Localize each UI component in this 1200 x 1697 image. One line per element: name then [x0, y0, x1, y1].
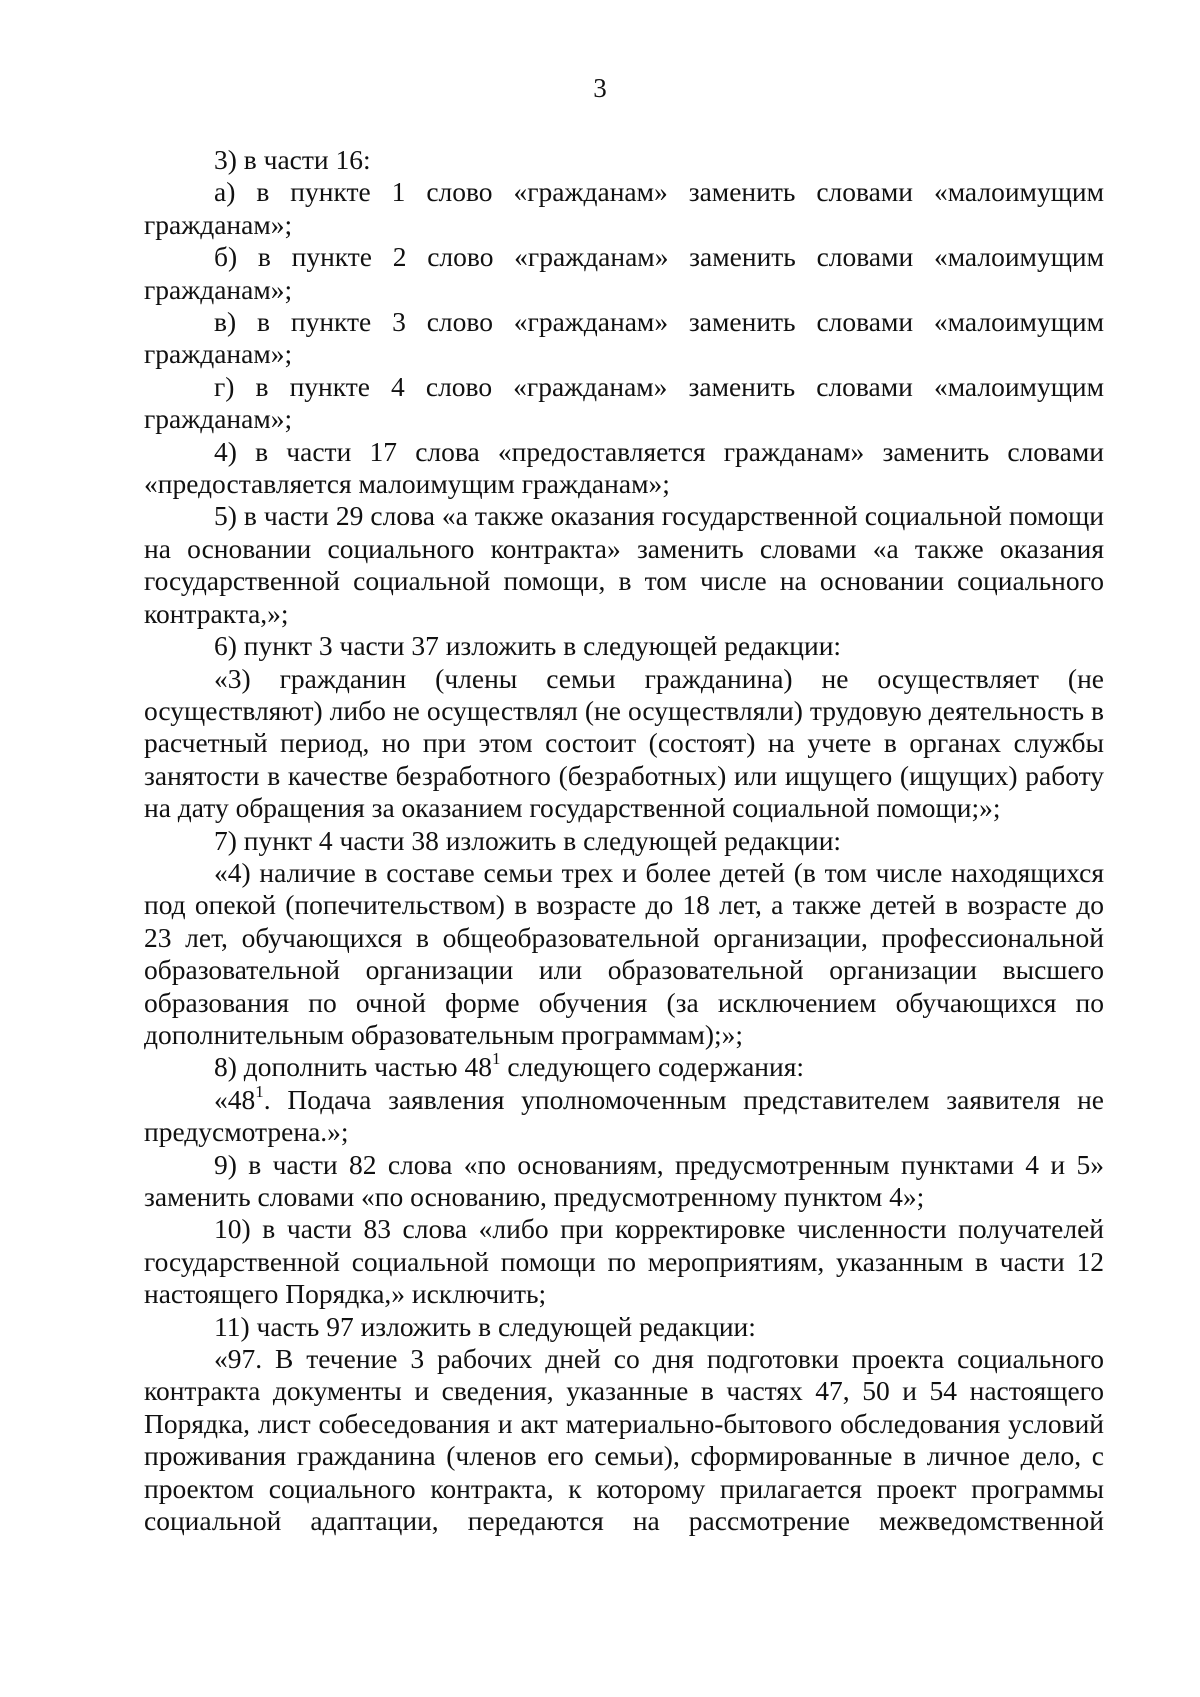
paragraph-7-quote [144, 857, 1104, 1051]
paragraph-8-quote [144, 1081, 1104, 1149]
paragraph-9 [144, 1149, 1104, 1214]
paragraph-text: «48 [214, 1083, 256, 1115]
paragraph-6-quote [144, 663, 1104, 825]
paragraph-8 [144, 1051, 1104, 1083]
page-number: 3 [593, 73, 607, 103]
paragraph-text: в) в пункте 3 слово «гражданам» заменить словами «малоимущим гражданам»; [144, 306, 1104, 370]
paragraph-3v [144, 306, 1104, 371]
superscript: 1 [255, 1081, 264, 1101]
paragraph-text: 10) в части 83 слова «либо при корректировке численности получателей государственной социальной помощи по мероприятиям, указанным в части 12 настоящего Порядка,» исключить; [144, 1213, 1104, 1310]
paragraph-text: 3) в части 16: [214, 144, 371, 175]
paragraph-5 [144, 500, 1104, 630]
paragraph-text: 6) пункт 3 части 37 изложить в следующей редакции: [214, 630, 842, 662]
paragraph-text: б) в пункте 2 слово «гражданам» заменить словами «малоимущим гражданам»; [144, 241, 1104, 305]
paragraph-text: 7) пункт 4 части 38 изложить в следующей редакции: [214, 824, 842, 856]
paragraph-11-quote [144, 1343, 1104, 1537]
paragraph-text: . Подача заявления уполномоченным представителем заявителя не предусмотрена.»; [144, 1083, 1104, 1148]
paragraph-3a [144, 176, 1104, 241]
paragraph-text: 9) в части 82 слова «по основаниям, предусмотренным пунктами 4 и 5» заменить словами «по основанию, предусмотренному пунктом 4»; [144, 1148, 1104, 1212]
paragraph-10 [144, 1213, 1104, 1310]
paragraph-text: 8) дополнить частью 48 [214, 1051, 492, 1083]
superscript: 1 [491, 1049, 501, 1069]
paragraph-11 [144, 1311, 1104, 1343]
paragraph-text: 4) в части 17 слова «предоставляется гражданам» заменить словами «предоставляется малоимущим гражданам»; [144, 435, 1104, 500]
paragraph-text: следующего содержания: [500, 1051, 805, 1083]
paragraph-text: а) в пункте 1 слово «гражданам» заменить словами «малоимущим гражданам»; [144, 176, 1104, 240]
paragraph-text: 5) в части 29 слова «а также оказания государственной социальной помощи на основании социального контракта» заменить словами «а также оказания государственной социальной помощи, в том числе на основании социального контракта,»; [144, 500, 1104, 629]
paragraph-text: «4) наличие в составе семьи трех и более детей (в том числе находящихся под опекой (попечительством) в возрасте до 18 лет, а также детей в возрасте до 23 лет, обучающихся в общеобразовательной организации, профессиональной образовательной организации или образовательной организации высшего образования по очной форме обучения (за исключением обучающихся по дополнительным образовательным программам);»; [144, 856, 1104, 1050]
paragraph-text: «3) гражданин (члены семьи гражданина) не осуществляет (не осуществляют) либо не осуществлял (не осуществляли) трудовую деятельность в расчетный период, но при этом состоит (состоят) на учете в органах службы занятости в качестве безработного (безработных) или ищущего (ищущих) работу на дату обращения за оказанием государственной социальной помощи;»; [144, 662, 1104, 824]
paragraph-3b [144, 241, 1104, 306]
paragraph-3g [144, 371, 1104, 436]
paragraph-4 [144, 436, 1104, 501]
document-body [144, 144, 1104, 1537]
paragraph-6 [144, 630, 1104, 662]
paragraph-text: г) в пункте 4 слово «гражданам» заменить словами «малоимущим гражданам»; [144, 370, 1104, 435]
paragraph-text: «97. В течение 3 рабочих дней со дня подготовки проекта социального контракта документы и сведения, указанные в частях 47, 50 и 54 настоящего Порядка, лист собеседования и акт материально-бытового обследования условий проживания гражданина (членов его семьи), сформированные в личное дело, с проектом социального контракта, к которому прилагается проект программы социальной адаптации, передаются на рассмотрение межведомственной [144, 1343, 1104, 1537]
paragraph-3 [144, 144, 1104, 176]
paragraph-text: 11) часть 97 изложить в следующей редакции: [214, 1310, 756, 1342]
paragraph-7 [144, 825, 1104, 857]
